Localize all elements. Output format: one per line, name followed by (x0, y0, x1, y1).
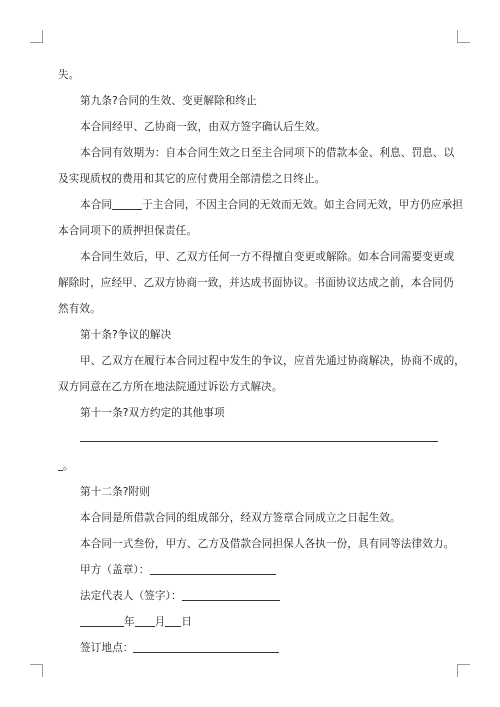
signature-label: 签订地点： (80, 642, 134, 654)
signature-field (182, 588, 280, 601)
text-line (58, 192, 463, 218)
blank-field (112, 197, 142, 210)
text-segment: 本合同 (80, 199, 113, 211)
crop-mark-bottom-left (30, 664, 43, 677)
blank-line (80, 426, 438, 442)
signature-date (58, 609, 442, 635)
section-heading-11: 第十一条?双方约定的其他事项 (80, 407, 225, 419)
place-field (133, 640, 279, 653)
crop-mark-top-right (457, 30, 470, 43)
section-heading-10: 第十条?争议的解决 (80, 329, 172, 341)
signature-representative (58, 583, 442, 609)
text-line: 本合同生效后，甲、乙双方任何一方不得擅自变更或解除。如本合同需要变更或 (80, 251, 455, 263)
signature-label: 法定代表人（签字）： (80, 590, 182, 602)
crop-mark-bottom-right (457, 664, 470, 677)
text-line: 本合同经甲、乙协商一致，由双方签字确认后生效。 (80, 121, 326, 133)
text-line: 本合同一式叁份，甲方、乙方及借款合同担保人各执一份，具有同等法律效力。 (80, 538, 455, 550)
date-label: 日 (181, 616, 193, 628)
text-line: 然有效。 (58, 303, 101, 315)
year-field (80, 614, 124, 627)
document-page (58, 62, 465, 661)
text-segment: 。 (63, 460, 74, 472)
month-field (135, 614, 155, 627)
day-field (165, 614, 181, 627)
text-line: 本合同是所借款合同的组成部分，经双方签章合同成立之日起生效。 (80, 512, 401, 524)
signature-party-a (58, 557, 442, 583)
text-line: 甲、乙双方在履行本合同过程中发生的争议，应首先通过协商解决，协商不成的， (80, 355, 465, 367)
crop-mark-top-left (30, 30, 43, 43)
date-label: 月 (154, 616, 166, 628)
section-heading-9: 第九条?合同的生效、变更解除和终止 (80, 95, 257, 107)
signature-place (58, 635, 442, 661)
text-line: 本合同有效期为：自本合同生效之日至主合同项下的借款本金、利息、罚息、以 (80, 147, 455, 159)
text-line (58, 453, 442, 479)
text-line: 失。 (58, 69, 80, 81)
text-line: 双方同意在乙方所在地法院通过诉讼方式解决。 (58, 381, 283, 393)
text-line: 解除时，应经甲、乙双方协商一致，并达成书面协议。书面协议达成之前，本合同仍 (58, 277, 454, 289)
signature-field (150, 562, 276, 575)
section-heading-12: 第十二条?附则 (80, 486, 150, 498)
date-label: 年 (124, 616, 135, 628)
signature-label: 甲方（盖章）： (80, 564, 150, 576)
text-segment: 于主合同，不因主合同的无效而无效。如主合同无效，甲方仍应承担 (142, 199, 463, 211)
text-line: 及实现质权的费用和其它的应付费用全部清偿之日终止。 (58, 173, 326, 185)
text-line: 本合同项下的质押担保责任。 (58, 225, 198, 237)
